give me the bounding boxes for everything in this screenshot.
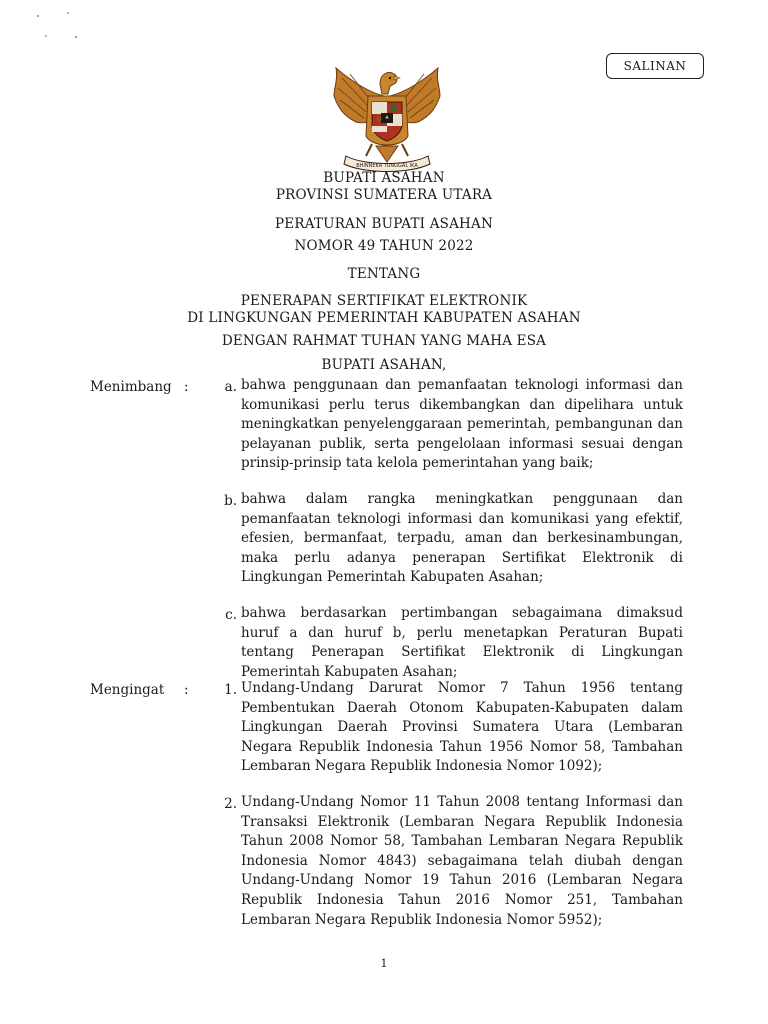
subject-line2: DI LINGKUNGAN PEMERINTAH KABUPATEN ASAHAN bbox=[187, 310, 581, 326]
menimbang-label: Menimbang bbox=[90, 379, 172, 395]
about-heading: TENTANG bbox=[347, 266, 421, 282]
salinan-stamp: SALINAN bbox=[606, 53, 704, 79]
regulation-number: NOMOR 49 TAHUN 2022 bbox=[294, 238, 474, 254]
authority-line: BUPATI ASAHAN, bbox=[321, 357, 447, 373]
page-number: 1 bbox=[380, 957, 388, 970]
menimbang-colon: : bbox=[184, 379, 189, 395]
subject-line1: PENERAPAN SERTIFIKAT ELEKTRONIK bbox=[240, 293, 528, 309]
mengingat-label: Mengingat bbox=[90, 682, 165, 698]
mengingat-item-2-number: 2. bbox=[224, 796, 237, 812]
menimbang-item-c-number: c. bbox=[225, 607, 237, 623]
regulation-title: PERATURAN BUPATI ASAHAN bbox=[275, 216, 493, 232]
mengingat-item-1-number: 1. bbox=[224, 682, 237, 698]
menimbang-item-b-number: b. bbox=[224, 493, 237, 509]
blessing-line: DENGAN RAHMAT TUHAN YANG MAHA ESA bbox=[221, 333, 547, 349]
menimbang-item-a-number: a. bbox=[224, 379, 237, 395]
header-line1: BUPATI ASAHAN bbox=[323, 170, 445, 186]
scan-specks bbox=[30, 10, 90, 45]
mengingat-colon: : bbox=[184, 682, 189, 698]
mengingat-item-1-text: Undang-Undang Darurat Nomor 7 Tahun 1956 tentang Pembentukan Daerah Otonom Kabupaten-Kabupaten dalam Lingkungan Daerah Provinsi Sumatera Utara (Lembaran Negara Republik Indonesia Tahun 1956 Nomor 58, Tambahan Lembaran Negara Republik Indonesia Nomor 1092); bbox=[241, 680, 683, 775]
emblem-motto: BHINNEKA TUNGGAL IKA bbox=[356, 163, 418, 169]
menimbang-item-b-text: bahwa dalam rangka meningkatkan penggunaan dan pemanfaatan teknologi informasi dan komunikasi yang efektif, efesien, bermanfaat, terpadu, aman dan berkesinambungan, maka perlu adanya penerapan Sertifikat Elektronik di Lingkungan Pemerintah Kabupaten Asahan; bbox=[241, 491, 683, 586]
mengingat-item-2-text: Undang-Undang Nomor 11 Tahun 2008 tentang Informasi dan Transaksi Elektronik (Lembaran Negara Republik Indonesia Tahun 2008 Nomor 58, Tambahan Lembaran Negara Republik Indonesia Nomor 4843) sebagaimana telah diubah dengan Undang-Undang Nomor 19 Tahun 2016 (Lembaran Negara Republik Indonesia Tahun 2016 Nomor 251, Tambahan Lembaran Negara Republik Indonesia Nomor 5952); bbox=[241, 794, 683, 928]
garuda-emblem-icon bbox=[328, 66, 446, 176]
header-line2: PROVINSI SUMATERA UTARA bbox=[275, 187, 493, 203]
menimbang-item-a-text: bahwa penggunaan dan pemanfaatan teknologi informasi dan komunikasi perlu terus dikembangkan dan dipelihara untuk meningkatkan penyelenggaraan pemerintah, pembangunan dan pelayanan publik, serta pengelolaan informasi sesuai dengan prinsip-prinsip tata kelola pemerintahan yang baik; bbox=[241, 377, 683, 472]
menimbang-item-c-text: bahwa berdasarkan pertimbangan sebagaimana dimaksud huruf a dan huruf b, perlu menetapkan Peraturan Bupati tentang Penerapan Sertifikat Elektronik di Lingkungan Pemerintah Kabupaten Asahan; bbox=[241, 605, 683, 680]
